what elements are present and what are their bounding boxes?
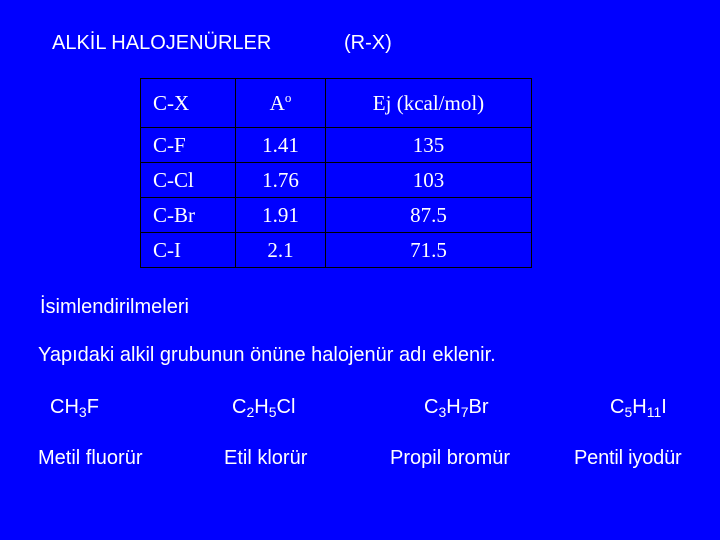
- formula-part: Br: [468, 396, 489, 418]
- bond-table: [140, 78, 532, 268]
- cell-length: 1.91: [236, 198, 326, 233]
- name-pentyl-iodide: Pentil iyodür: [574, 447, 682, 469]
- name-methyl-fluoride: Metil fluorür: [38, 447, 143, 469]
- cell-bond: C-Cl: [141, 163, 236, 198]
- formula-propyl-bromide: [424, 396, 489, 419]
- cell-length: 2.1: [236, 233, 326, 268]
- formula-subscript: 5: [268, 404, 277, 420]
- formula-part: I: [661, 396, 667, 418]
- formula-part: C: [610, 396, 625, 418]
- table-header-row: [141, 79, 532, 128]
- nomenclature-description: Yapıdaki alkil grubunun önüne halojenür adı eklenir.: [38, 344, 496, 366]
- cell-length: 1.41: [236, 128, 326, 163]
- cell-energy: 135: [326, 128, 532, 163]
- name-ethyl-chloride: Etil klorür: [224, 447, 308, 469]
- table-row: [141, 163, 532, 198]
- formula-part: H: [446, 396, 461, 418]
- formula-pentyl-iodide: [610, 396, 667, 419]
- cell-bond: C-Br: [141, 198, 236, 233]
- table-row: [141, 128, 532, 163]
- cell-bond: C-I: [141, 233, 236, 268]
- cell-energy: 71.5: [326, 233, 532, 268]
- header-length-unit: A: [269, 91, 285, 115]
- formula-part: C: [232, 396, 247, 418]
- page-title: ALKİL HALOJENÜRLER: [52, 32, 272, 54]
- formula-part: H: [632, 396, 647, 418]
- cell-energy: 87.5: [326, 198, 532, 233]
- header-length: [236, 79, 326, 128]
- table-row: [141, 198, 532, 233]
- formula-part: C: [424, 396, 439, 418]
- header-energy: Ej (kcal/mol): [326, 79, 532, 128]
- nomenclature-title: İsimlendirilmeleri: [40, 296, 189, 318]
- header-length-degree: o: [284, 90, 292, 105]
- formula-methyl-fluoride: [50, 396, 99, 419]
- formula-part: CH: [50, 396, 79, 418]
- formula-subscript: 7: [460, 404, 469, 420]
- cell-bond: C-F: [141, 128, 236, 163]
- formula-subscript: 3: [78, 404, 87, 420]
- formula-part: F: [86, 396, 99, 418]
- cell-length: 1.76: [236, 163, 326, 198]
- formula-part: H: [254, 396, 269, 418]
- title-formula: (R-X): [344, 32, 392, 54]
- formula-part: Cl: [276, 396, 296, 418]
- cell-energy: 103: [326, 163, 532, 198]
- header-bond: C-X: [141, 79, 236, 128]
- table-row: [141, 233, 532, 268]
- formula-ethyl-chloride: [232, 396, 295, 419]
- formula-subscript: 2: [246, 404, 255, 420]
- formula-subscript: 11: [646, 404, 662, 420]
- formula-subscript: 3: [438, 404, 447, 420]
- formula-subscript: 5: [624, 404, 633, 420]
- name-propyl-bromide: Propil bromür: [390, 447, 511, 469]
